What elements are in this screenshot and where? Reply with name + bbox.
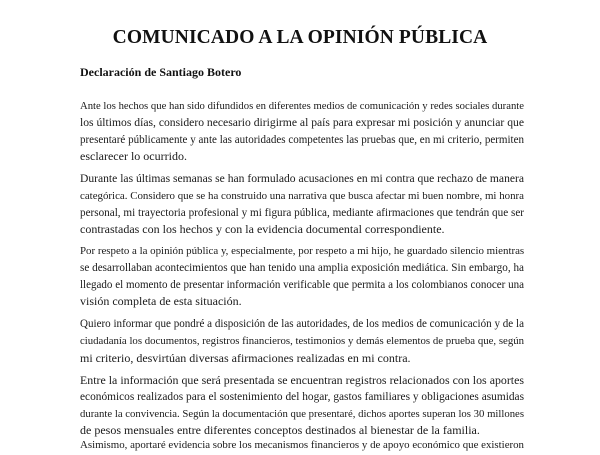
paragraph-line: presentaré públicamente y ante las autoridades competentes las pruebas que, en mi criterio, permiten [80, 133, 524, 146]
paragraph-line: Asimismo, aportaré evidencia sobre los mecanismos financieros y de apoyo económico que existieron [80, 439, 524, 451]
paragraph-line: Quiero informar que pondré a disposición de las autoridades, de los medios de comunicación y de la [80, 318, 524, 330]
paragraph-line: esclarecer lo ocurrido. [80, 149, 187, 164]
paragraph-line: mi criterio, desvirtúan diversas afirmaciones realizadas en mi contra. [80, 350, 411, 365]
paragraph-line: personal, mi trayectoria profesional y mi figura pública, mediante afirmaciones que tendrán que ser [80, 206, 524, 219]
paragraph-line: llegado el momento de presentar información verificable que permita a los colombianos conocer una [80, 278, 524, 291]
paragraph-5 [80, 372, 524, 439]
paragraph-line: visión completa de esta situación. [80, 294, 242, 309]
document-subtitle: Declaración de Santiago Botero [80, 65, 242, 79]
paragraph-line: Por respeto a la opinión pública y, especialmente, por respeto a mi hijo, he guardado silencio mientras [80, 245, 525, 257]
paragraph-line: económicos realizados para el sostenimiento del hogar, gastos familiares y obligaciones asumidas [80, 390, 524, 403]
paragraph-line: categórica. Considero que se ha construido una narrativa que busca afectar mi buen nombre, mi honra [80, 189, 524, 202]
paragraph-line: los últimos días, considero necesario dirigirme al país para expresar mi posición y anunciar que [80, 115, 524, 129]
paragraph-line: Durante las últimas semanas se han formulado acusaciones en mi contra que rechazo de manera [80, 172, 524, 185]
document-title: COMUNICADO A LA OPINIÓN PÚBLICA [112, 27, 488, 48]
paragraph-line: Entre la información que será presentada se encuentran registros relacionados con los aportes [80, 373, 524, 387]
paragraph-4 [80, 316, 524, 366]
paragraph-3 [80, 243, 524, 310]
paragraph-1 [80, 98, 524, 165]
paragraph-6 [80, 437, 524, 454]
paragraph-line: durante la convivencia. Según la documentación que presentaré, dichos aportes superan los 30 millones [80, 407, 524, 420]
paragraph-line: de pesos mensuales entre diferentes conceptos destinados al bienestar de la familia. [80, 423, 480, 438]
paragraph-line: ciudadanía los documentos, registros financieros, testimonios y demás elementos de prueba que, según [80, 334, 524, 347]
paragraph-line: se desarrollaban acontecimientos que han tenido una amplia exposición mediática. Sin embargo, ha [80, 261, 524, 274]
paragraph-line: Ante los hechos que han sido difundidos en diferentes medios de comunicación y redes sociales durante [80, 100, 524, 112]
paragraph-line: contrastadas con los hechos y con la evidencia documental correspondiente. [80, 222, 445, 237]
paragraph-2 [80, 171, 524, 238]
